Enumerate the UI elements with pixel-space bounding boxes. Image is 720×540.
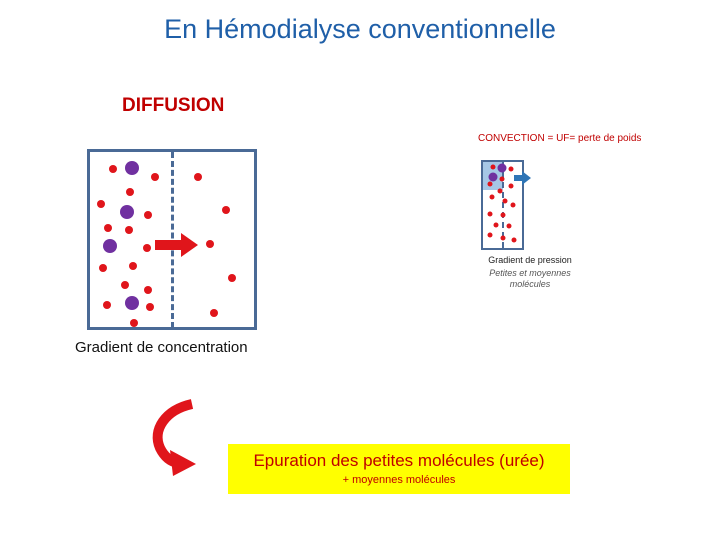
small-molecule (501, 236, 506, 241)
arrow-right-icon (155, 233, 198, 257)
small-molecule (126, 188, 134, 196)
molecules-note (430, 268, 630, 290)
small-molecule (501, 213, 506, 218)
small-molecule (146, 303, 154, 311)
small-molecule (494, 223, 499, 228)
diffusion-medium-molecules (103, 161, 139, 310)
small-molecule (507, 224, 512, 229)
small-molecule (144, 211, 152, 219)
curved-arrow-icon (158, 404, 196, 476)
small-molecule (143, 244, 151, 252)
molecules-note-line: Petites et moyennes (489, 268, 571, 278)
small-molecule (206, 240, 214, 248)
small-molecule (488, 233, 493, 238)
small-molecule (99, 264, 107, 272)
small-molecule (210, 309, 218, 317)
small-molecule (194, 173, 202, 181)
medium-molecule (125, 296, 139, 310)
small-molecule (125, 226, 133, 234)
small-molecule (488, 212, 493, 217)
small-molecule (151, 173, 159, 181)
small-molecule (491, 165, 496, 170)
arrow-right-icon (514, 171, 531, 185)
medium-molecule (120, 205, 134, 219)
small-molecule (509, 184, 514, 189)
small-molecule (228, 274, 236, 282)
pressure-gradient-label: Gradient de pression (488, 255, 572, 265)
small-molecule (488, 182, 493, 187)
concentration-gradient-label: Gradient de concentration (75, 339, 248, 356)
small-molecule (500, 177, 505, 182)
molecules-note-line: molécules (509, 279, 551, 289)
small-molecule (109, 165, 117, 173)
medium-molecule (103, 239, 117, 253)
small-molecule (129, 262, 137, 270)
page-title: En Hémodialyse conventionnelle (164, 14, 556, 44)
medium-molecule (489, 173, 498, 182)
diffusion-label: DIFFUSION (122, 95, 225, 116)
small-molecule (511, 203, 516, 208)
small-molecule (121, 281, 129, 289)
small-molecule (503, 199, 508, 204)
convection-molecules (488, 164, 517, 243)
small-molecule (144, 286, 152, 294)
result-sub-text: + moyennes molécules (342, 474, 456, 486)
small-molecule (222, 206, 230, 214)
small-molecule (130, 319, 138, 327)
small-molecule (104, 224, 112, 232)
medium-molecule (125, 161, 139, 175)
small-molecule (498, 189, 503, 194)
medium-molecule (498, 164, 507, 173)
result-main-text: Epuration des petites molécules (urée) (253, 451, 545, 470)
convection-label: CONVECTION = UF= perte de poids (478, 133, 642, 144)
small-molecule (103, 301, 111, 309)
small-molecule (509, 167, 514, 172)
small-molecule (97, 200, 105, 208)
small-molecule (490, 195, 495, 200)
small-molecule (512, 238, 517, 243)
